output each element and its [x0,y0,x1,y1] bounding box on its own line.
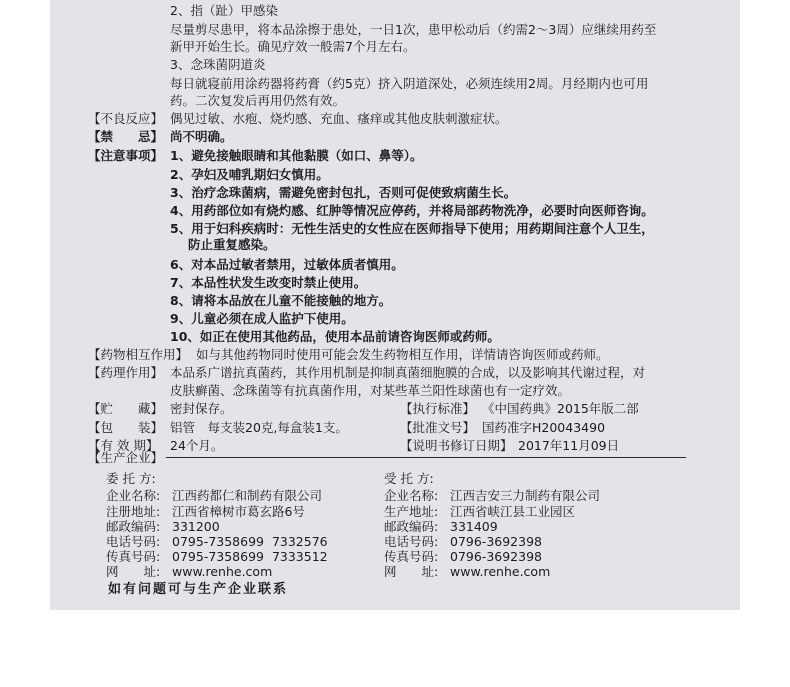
entrusted-address-label: 生产地址: [384,504,439,519]
usage-item2-title: 2、指（趾）甲感染 [170,3,278,18]
usage-item3-title: 3、念珠菌阴道炎 [170,57,266,72]
entrusting-name-label: 企业名称: [106,488,161,503]
validity-text: 24个月。 [170,438,224,453]
precaution-item: 4、用药部位如有烧灼感、红肿等情况应停药，并将局部药物洗净，必要时向医师咨询。 [170,203,654,218]
validity-label: 【有 效 期】 [88,438,159,453]
entrusted-postcode: 331409 [450,519,498,534]
package-insert-sheet [50,0,740,610]
entrusted-name: 江西吉安三力制药有限公司 [450,488,601,503]
entrusting-address-label: 注册地址: [106,504,161,519]
entrusting-postcode-label: 邮政编码: [106,519,161,534]
package-label: 【包 装】 [88,420,164,435]
storage-text: 密封保存。 [170,401,233,416]
package-text: 铝管 每支装20克,每盒装1支。 [170,420,348,435]
entrusting-phone-label: 电话号码: [106,534,161,549]
interactions-label: 【药物相互作用】 [88,347,189,362]
contraindication-label: 【禁 忌】 [88,129,164,144]
pharmacology-line2: 皮肤癣菌、念珠菌等有抗真菌作用，对某些革兰阳性球菌也有一定疗效。 [170,383,571,398]
entrusted-phone-label: 电话号码: [384,534,439,549]
entrusting-fax-label: 传真号码: [106,549,161,564]
adverse-text: 偶见过敏、水疱、烧灼感、充血、瘙痒或其他皮肤刺激症状。 [170,111,508,126]
entrusted-postcode-label: 邮政编码: [384,519,439,534]
manufacturer-label: 【生产企业】 [88,450,164,465]
precaution-item: 1、避免接触眼睛和其他黏膜（如口、鼻等）。 [170,148,423,163]
precaution-item: 9、儿童必须在成人监护下使用。 [170,311,354,326]
entrusted-address: 江西省峡江县工业园区 [450,504,576,519]
entrusted-web: www.renhe.com [450,564,551,579]
entrusting-phone: 0795-7358699 7332576 [172,534,328,549]
revision-text: 2017年11月09日 [518,438,620,453]
entrusting-web: www.renhe.com [172,564,273,579]
precaution-item: 8、请将本品放在儿童不能接触的地方。 [170,293,392,308]
entrusted-heading: 受 托 方: [384,471,434,486]
contact-footer: 如有问题可与生产企业联系 [108,582,289,597]
approval-text: 国药准字H20043490 [482,420,606,435]
usage-item2-line1: 尽量剪尽患甲，将本品涂擦于患处，一日1次，患甲松动后（约需2～3周）应继续用药至 [170,22,657,37]
entrusted-phone: 0796-3692398 [450,534,542,549]
entrusting-heading: 委 托 方: [106,471,156,486]
pharmacology-line1: 本品系广谱抗真菌药，其作用机制是抑制真菌细胞膜的合成，以及影响其代谢过程，对 [170,365,646,380]
contraindication-text: 尚不明确。 [170,129,233,144]
interactions-text: 如与其他药物同时使用可能会发生药物相互作用，详情请咨询医师或药师。 [196,347,609,362]
precaution-item: 3、治疗念珠菌病，需避免密封包扎，否则可促使致病菌生长。 [170,185,517,200]
entrusted-web-label: 网 址: [384,564,439,579]
precaution-item: 防止重复感染。 [188,237,276,252]
adverse-label: 【不良反应】 [88,111,164,126]
standard-label: 【执行标准】 [400,401,476,416]
revision-label: 【说明书修订日期】 [400,438,513,453]
entrusting-name: 江西药都仁和制药有限公司 [172,488,323,503]
precaution-item: 2、孕妇及哺乳期妇女慎用。 [170,167,329,182]
precaution-item: 6、对本品过敏者禁用，过敏体质者慎用。 [170,257,404,272]
usage-item3-line2: 药。二次复发后再用仍然有效。 [170,93,346,108]
standard-text: 《中国药典》2015年版二部 [482,401,639,416]
entrusting-address: 江西省樟树市葛玄路6号 [172,504,305,519]
manufacturer-divider [166,457,686,458]
entrusted-fax-label: 传真号码: [384,549,439,564]
precautions-label: 【注意事项】 [88,148,164,163]
usage-item3-line1: 每日就寝前用涂药器将药膏（约5克）挤入阴道深处，必须连续用2周。月经期内也可用 [170,76,649,91]
usage-item2-line2: 新甲开始生长。确见疗效一般需7个月左右。 [170,39,416,54]
approval-label: 【批准文号】 [400,420,476,435]
precaution-item: 10、如正在使用其他药品，使用本品前请咨询医师或药师。 [170,329,500,344]
precaution-item: 7、本品性状发生改变时禁止使用。 [170,275,367,290]
precaution-item: 5、用于妇科疾病时：无性生活史的女性应在医师指导下使用；用药期间注意个人卫生， [170,221,654,236]
entrusting-fax: 0795-7358699 7333512 [172,549,328,564]
entrusting-postcode: 331200 [172,519,220,534]
storage-label: 【贮 藏】 [88,401,164,416]
pharmacology-label: 【药理作用】 [88,365,164,380]
entrusted-fax: 0796-3692398 [450,549,542,564]
entrusting-web-label: 网 址: [106,564,161,579]
entrusted-name-label: 企业名称: [384,488,439,503]
